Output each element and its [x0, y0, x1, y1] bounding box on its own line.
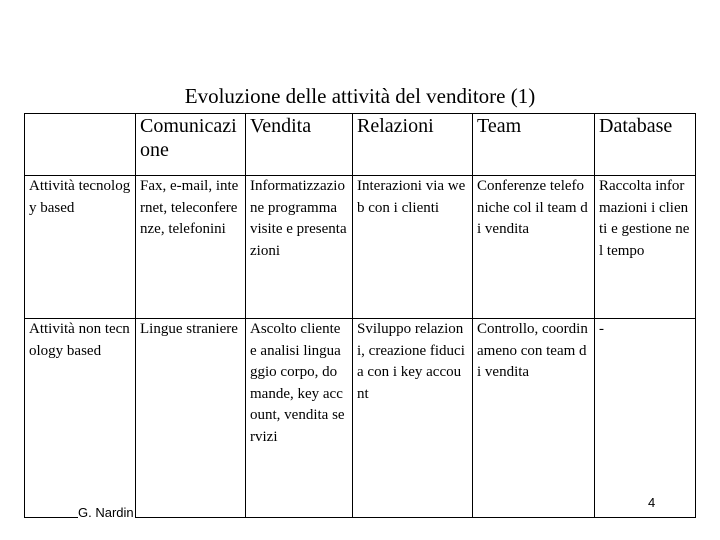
- header-cell-database: Database: [595, 114, 696, 176]
- header-cell-comunicazione: Comunicazione: [136, 114, 246, 176]
- table-row: [25, 176, 696, 319]
- table-cell: Controllo, coordinameno con team di vendita: [473, 319, 595, 518]
- row-label: Attività non tecnology based: [25, 319, 136, 518]
- table-cell: Informatizzazione programma visite e presentazioni: [246, 176, 353, 319]
- table-cell: Conferenze telefoniche col il team di vendita: [473, 176, 595, 319]
- table-cell: -: [595, 319, 696, 518]
- header-cell-team: Team: [473, 114, 595, 176]
- table-cell: Interazioni via web con i clienti: [353, 176, 473, 319]
- header-cell-empty: [25, 114, 136, 176]
- header-cell-vendita: Vendita: [246, 114, 353, 176]
- row-label: Attività tecnology based: [25, 176, 136, 319]
- table-cell: Ascolto cliente e analisi linguaggio corpo, domande, key account, vendita servizi: [246, 319, 353, 518]
- slide-title: Evoluzione delle attività del venditore (1): [184, 84, 536, 108]
- header-cell-relazioni: Relazioni: [353, 114, 473, 176]
- page-number: 4: [648, 495, 656, 510]
- table-cell: Fax, e-mail, internet, teleconferenze, telefonini: [136, 176, 246, 319]
- header-row: [25, 114, 696, 176]
- table-cell: Lingue straniere: [136, 319, 246, 518]
- table-row: [25, 319, 696, 518]
- table-cell: Sviluppo relazioni, creazione fiducia con i key account: [353, 319, 473, 518]
- footer-author: G. Nardin: [78, 505, 134, 520]
- activities-table: [24, 113, 696, 518]
- table-cell: Raccolta informazioni i clienti e gestione nel tempo: [595, 176, 696, 319]
